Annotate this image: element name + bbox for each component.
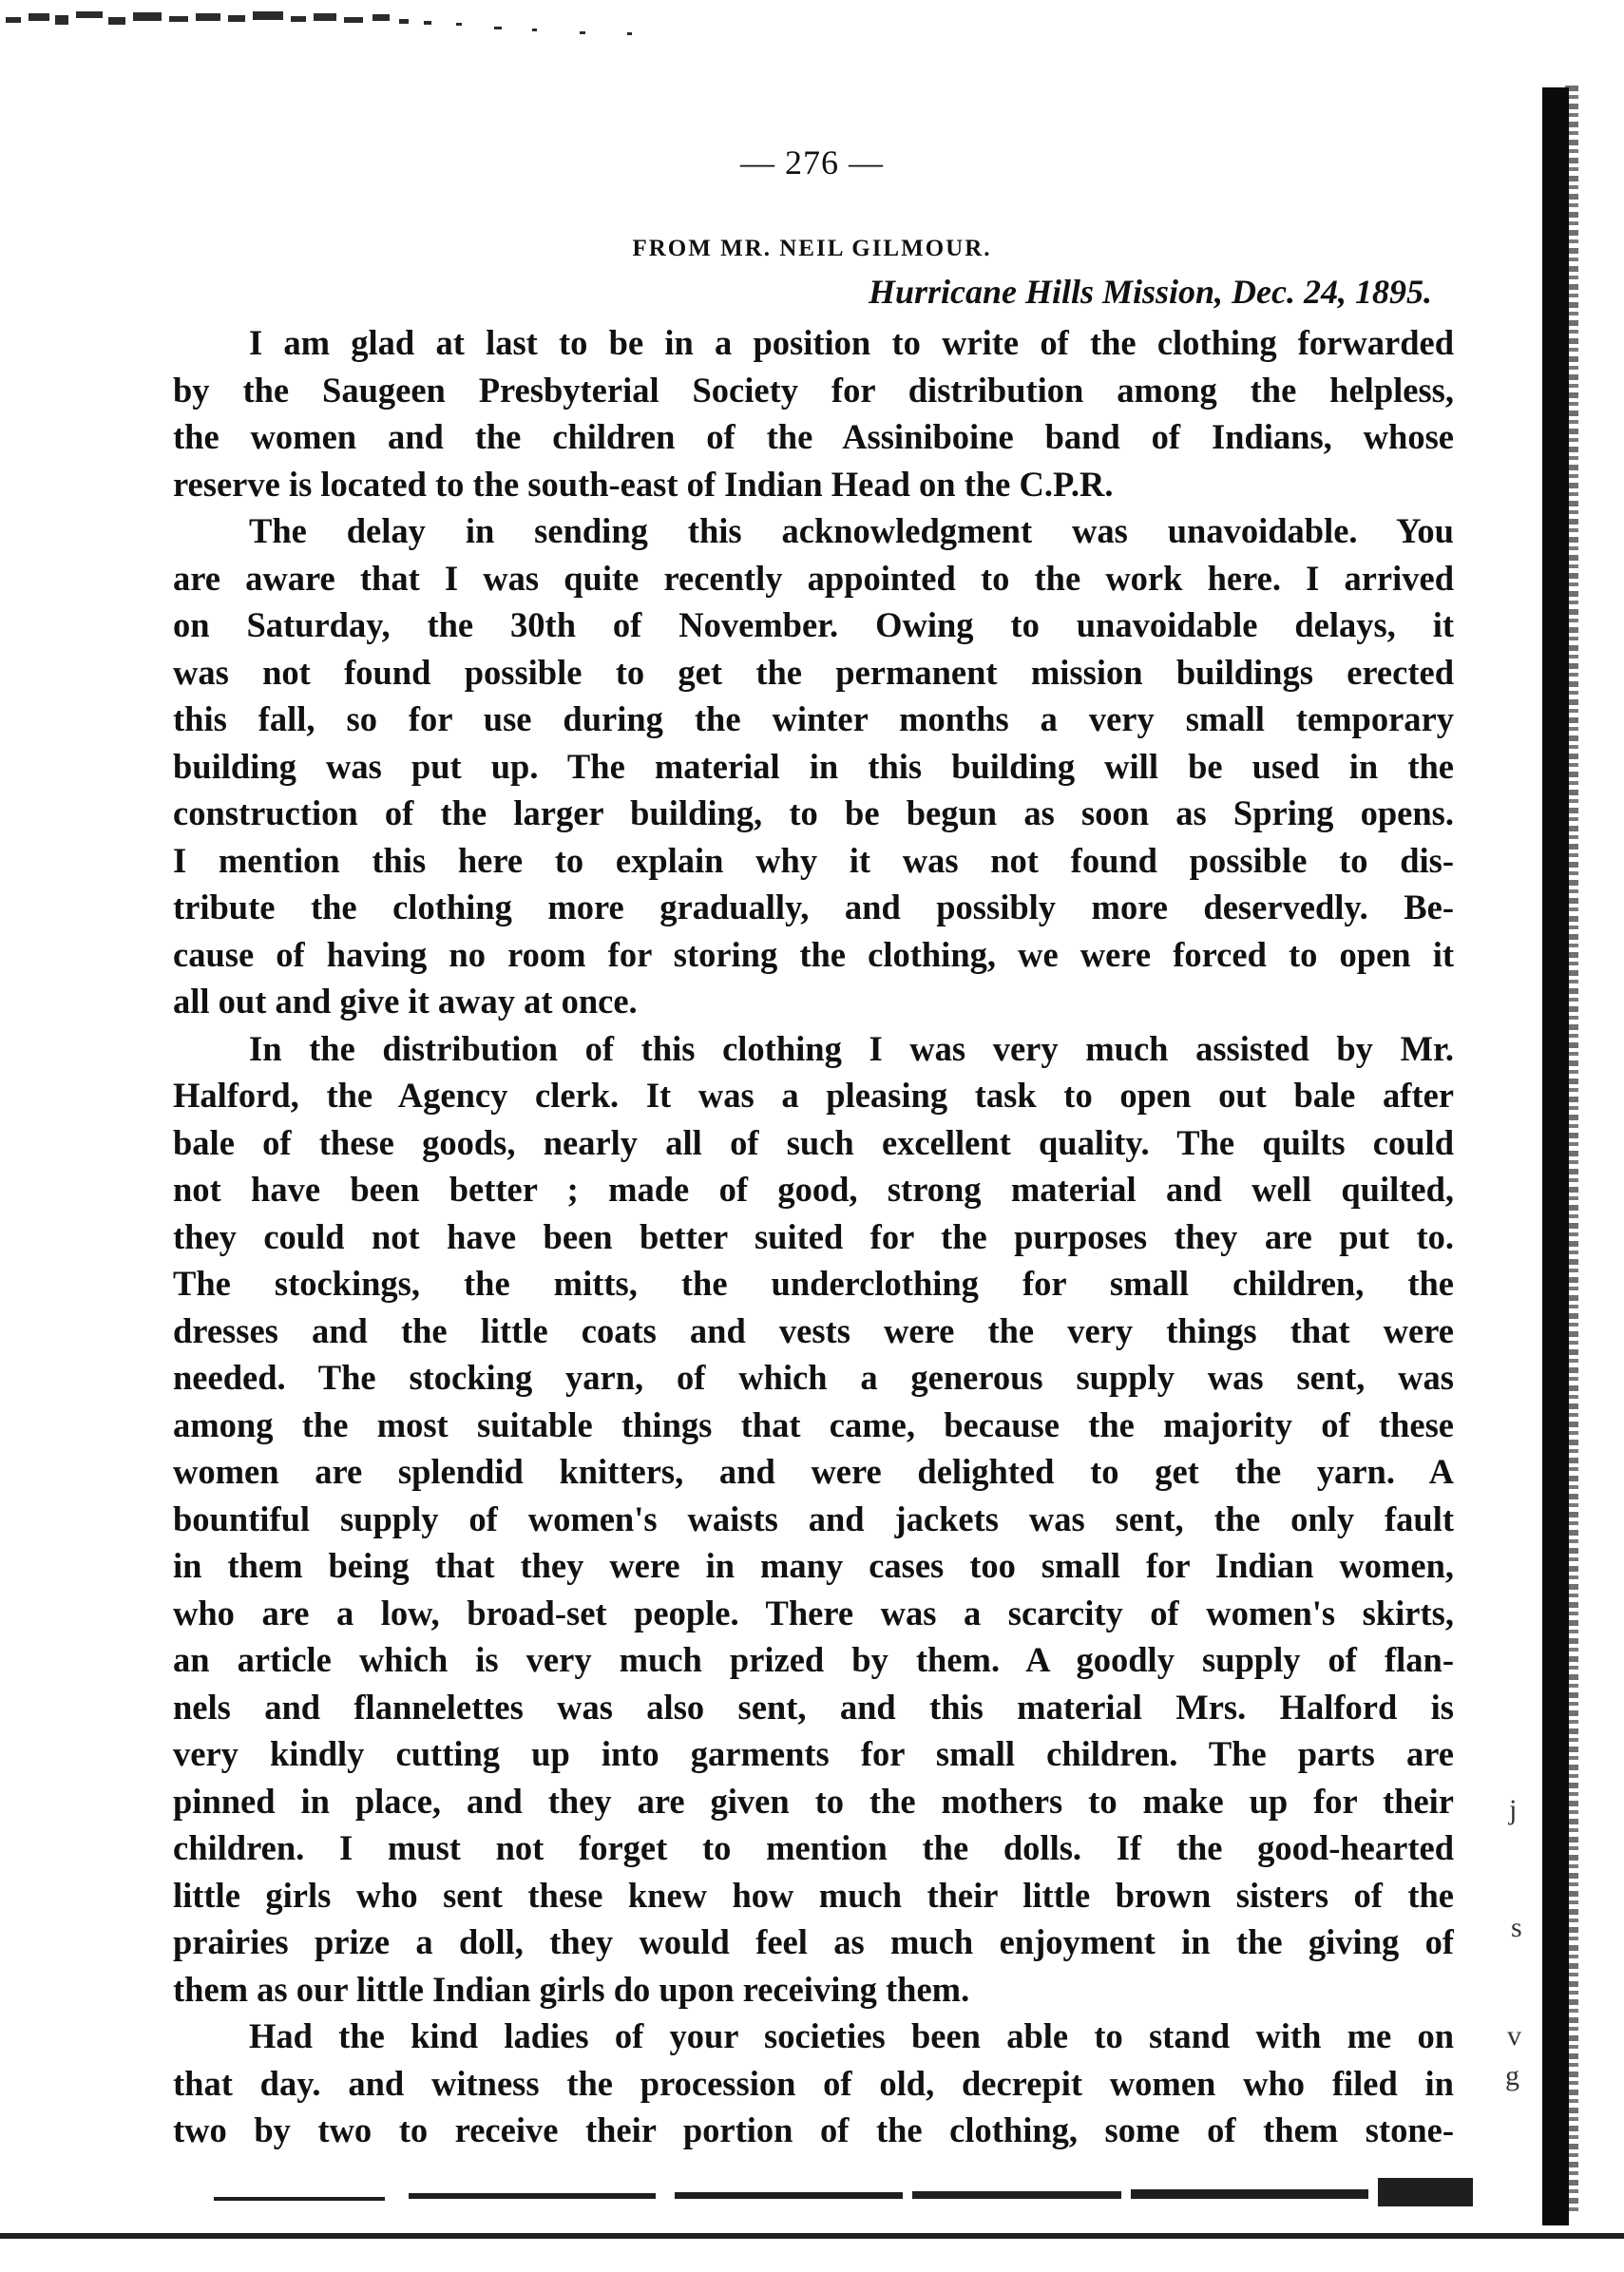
- letter-heading: FROM MR. NEIL GILMOUR.: [632, 236, 992, 261]
- text-line: construction of the larger building, to be begun as soon as Spring opens.: [173, 793, 1454, 832]
- margin-mark: j: [1509, 1794, 1518, 1825]
- text-line: by the Saugeen Presbyterial Society for distribution among the helpless,: [173, 370, 1454, 410]
- margin-mark: g: [1505, 2060, 1519, 2091]
- text-line: In the distribution of this clothing I was very much assisted by Mr.: [249, 1028, 1454, 1068]
- letter-body: [173, 319, 1454, 2154]
- page-number: — 276 —: [740, 143, 884, 181]
- text-line: all out and give it away at once.: [173, 982, 638, 1021]
- text-line: two by two to receive their portion of the clothing, some of them stone-: [173, 2110, 1454, 2149]
- text-line: in them being that they were in many cases too small for Indian women,: [173, 1546, 1454, 1585]
- text-line: tribute the clothing more gradually, and possibly more deservedly. Be-: [173, 888, 1454, 926]
- text-line: The stockings, the mitts, the underclothing for small children, the: [173, 1264, 1454, 1303]
- text-line: building was put up. The material in this building will be used in the: [173, 746, 1454, 786]
- letter-dateline: Hurricane Hills Mission, Dec. 24, 1895.: [868, 273, 1432, 311]
- text-line: was not found possible to get the permanent mission buildings erected: [173, 652, 1454, 692]
- page-binding-shadow: [1542, 87, 1569, 2225]
- text-line: they could not have been better suited for the purposes they are put to.: [173, 1216, 1454, 1256]
- text-line: bale of these goods, nearly all of such excellent quality. The quilts could: [173, 1122, 1454, 1162]
- text-line: bountiful supply of women's waists and jackets was sent, the only fault: [173, 1499, 1454, 1538]
- paragraph: [173, 507, 1454, 1025]
- text-line: who are a low, broad-set people. There was a scarcity of women's skirts,: [173, 1593, 1454, 1632]
- top-scan-noise: [0, 0, 722, 48]
- text-line: little girls who sent these knew how much their little brown sisters of the: [173, 1875, 1454, 1915]
- margin-mark: s: [1511, 1912, 1522, 1943]
- text-line: I am glad at last to be in a position to write of the clothing forwarded: [249, 323, 1454, 362]
- text-line: Had the kind ladies of your societies been able to stand with me on: [249, 2016, 1454, 2055]
- text-line: an article which is very much prized by them. A goodly supply of flan-: [173, 1640, 1454, 1679]
- paragraph: [173, 2013, 1454, 2154]
- text-line: very kindly cutting up into garments for small children. The parts are: [173, 1734, 1454, 1773]
- text-line: nels and flannelettes was also sent, and this material Mrs. Halford is: [173, 1687, 1454, 1727]
- text-line: children. I must not forget to mention the dolls. If the good-hearted: [173, 1828, 1454, 1867]
- text-line: pinned in place, and they are given to the mothers to make up for their: [173, 1781, 1454, 1821]
- text-line: prairies prize a doll, they would feel as much enjoyment in the giving of: [173, 1922, 1454, 1961]
- text-line: them as our little Indian girls do upon receiving them.: [173, 1969, 970, 2009]
- text-line: this fall, so for use during the winter months a very small temporary: [173, 699, 1454, 738]
- paragraph: [173, 319, 1454, 507]
- text-line: Halford, the Agency clerk. It was a pleasing task to open out bale after: [173, 1076, 1454, 1115]
- paragraph: [173, 1025, 1454, 2014]
- text-line: on Saturday, the 30th of November. Owing to unavoidable delays, it: [173, 605, 1454, 644]
- margin-mark: v: [1507, 2020, 1521, 2052]
- text-line: women are splendid knitters, and were delighted to get the yarn. A: [173, 1452, 1454, 1491]
- text-line: not have been better ; made of good, strong material and well quilted,: [173, 1170, 1454, 1209]
- bottom-scan-noise: [0, 2138, 1624, 2272]
- text-line: reserve is located to the south-east of Indian Head on the C.P.R.: [173, 464, 1114, 504]
- text-line: cause of having no room for storing the clothing, we were forced to open it: [173, 934, 1454, 974]
- text-line: are aware that I was quite recently appointed to the work here. I arrived: [173, 558, 1454, 598]
- text-line: that day. and witness the procession of old, decrepit women who filed in: [173, 2063, 1454, 2103]
- text-line: The delay in sending this acknowledgment was unavoidable. You: [249, 511, 1454, 550]
- text-line: I mention this here to explain why it was not found possible to dis-: [173, 840, 1454, 880]
- text-line: dresses and the little coats and vests were the very things that were: [173, 1310, 1454, 1350]
- text-line: the women and the children of the Assiniboine band of Indians, whose: [173, 417, 1454, 456]
- text-line: needed. The stocking yarn, of which a generous supply was sent, was: [173, 1358, 1454, 1397]
- text-line: among the most suitable things that came, because the majority of these: [173, 1404, 1454, 1444]
